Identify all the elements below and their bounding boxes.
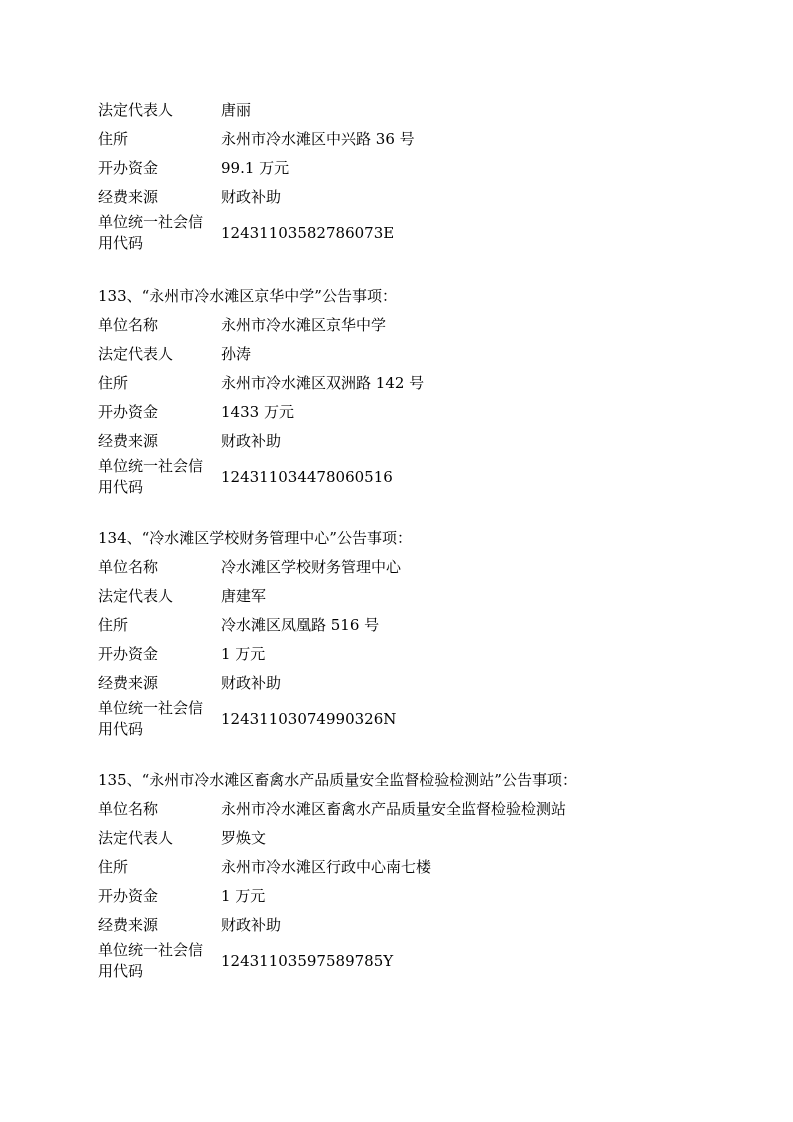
entry-block-132-continued bbox=[98, 96, 718, 254]
row-address bbox=[98, 125, 718, 154]
row-credit-code bbox=[98, 212, 718, 254]
row-funding-source bbox=[98, 427, 718, 456]
row-funding-source bbox=[98, 669, 718, 698]
row-unit-name bbox=[98, 553, 718, 582]
value-capital: 1433 万元 bbox=[221, 403, 294, 421]
value-funding-source: 财政补助 bbox=[221, 432, 282, 450]
label-legal-representative: 法定代表人 bbox=[98, 101, 174, 119]
label-funding-source: 经费来源 bbox=[98, 188, 159, 206]
value-legal-representative: 唐建军 bbox=[221, 587, 267, 605]
row-credit-code bbox=[98, 940, 718, 982]
row-legal-representative bbox=[98, 582, 718, 611]
row-capital bbox=[98, 882, 718, 911]
label-credit-code: 单位统一社会信用代码 bbox=[98, 213, 204, 252]
label-legal-representative: 法定代表人 bbox=[98, 587, 174, 605]
label-funding-source: 经费来源 bbox=[98, 432, 159, 450]
value-legal-representative: 唐丽 bbox=[221, 101, 252, 119]
label-funding-source: 经费来源 bbox=[98, 674, 159, 692]
label-capital: 开办资金 bbox=[98, 403, 159, 421]
entry-block-135 bbox=[98, 766, 718, 982]
label-address: 住所 bbox=[98, 374, 129, 392]
row-capital bbox=[98, 398, 718, 427]
value-address: 冷水滩区凤凰路 516 号 bbox=[221, 616, 380, 634]
row-capital bbox=[98, 640, 718, 669]
value-funding-source: 财政补助 bbox=[221, 188, 282, 206]
row-address bbox=[98, 369, 718, 398]
label-credit-code: 单位统一社会信用代码 bbox=[98, 941, 204, 980]
label-legal-representative: 法定代表人 bbox=[98, 345, 174, 363]
row-address bbox=[98, 853, 718, 882]
value-unit-name: 永州市冷水滩区京华中学 bbox=[221, 316, 387, 334]
row-address bbox=[98, 611, 718, 640]
label-address: 住所 bbox=[98, 858, 129, 876]
value-unit-name: 冷水滩区学校财务管理中心 bbox=[221, 558, 402, 576]
label-funding-source: 经费来源 bbox=[98, 916, 159, 934]
value-address: 永州市冷水滩区中兴路 36 号 bbox=[221, 130, 415, 148]
row-credit-code bbox=[98, 698, 718, 740]
value-unit-name: 永州市冷水滩区畜禽水产品质量安全监督检验检测站 bbox=[221, 800, 567, 818]
value-capital: 1 万元 bbox=[221, 645, 266, 663]
row-funding-source bbox=[98, 911, 718, 940]
row-capital bbox=[98, 154, 718, 183]
label-unit-name: 单位名称 bbox=[98, 316, 159, 334]
label-address: 住所 bbox=[98, 616, 129, 634]
label-capital: 开办资金 bbox=[98, 887, 159, 905]
label-credit-code: 单位统一社会信用代码 bbox=[98, 699, 204, 738]
entry-block-134 bbox=[98, 524, 718, 740]
value-funding-source: 财政补助 bbox=[221, 916, 282, 934]
value-legal-representative: 罗焕文 bbox=[221, 829, 267, 847]
row-credit-code bbox=[98, 456, 718, 498]
row-funding-source bbox=[98, 183, 718, 212]
label-capital: 开办资金 bbox=[98, 159, 159, 177]
entry-heading: 135、“永州市冷水滩区畜禽水产品质量安全监督检验检测站”公告事项： bbox=[98, 771, 577, 789]
value-legal-representative: 孙涛 bbox=[221, 345, 252, 363]
label-capital: 开办资金 bbox=[98, 645, 159, 663]
label-address: 住所 bbox=[98, 130, 129, 148]
label-unit-name: 单位名称 bbox=[98, 800, 159, 818]
entry-heading: 133、“永州市冷水滩区京华中学”公告事项： bbox=[98, 287, 397, 305]
value-capital: 1 万元 bbox=[221, 887, 266, 905]
value-credit-code: 12431103074990326N bbox=[221, 710, 397, 728]
entry-block-133 bbox=[98, 282, 718, 498]
value-credit-code: 12431103597589785Y bbox=[221, 952, 394, 970]
value-address: 永州市冷水滩区双洲路 142 号 bbox=[221, 374, 425, 392]
row-legal-representative bbox=[98, 824, 718, 853]
value-credit-code: 124311034478060516 bbox=[221, 468, 393, 486]
row-unit-name bbox=[98, 311, 718, 340]
row-legal-representative bbox=[98, 340, 718, 369]
entry-heading: 134、“冷水滩区学校财务管理中心”公告事项： bbox=[98, 529, 412, 547]
value-funding-source: 财政补助 bbox=[221, 674, 282, 692]
row-unit-name bbox=[98, 795, 718, 824]
label-unit-name: 单位名称 bbox=[98, 558, 159, 576]
label-legal-representative: 法定代表人 bbox=[98, 829, 174, 847]
value-credit-code: 12431103582786073E bbox=[221, 224, 395, 242]
label-credit-code: 单位统一社会信用代码 bbox=[98, 457, 204, 496]
value-capital: 99.1 万元 bbox=[221, 159, 290, 177]
value-address: 永州市冷水滩区行政中心南七楼 bbox=[221, 858, 432, 876]
row-legal-representative bbox=[98, 96, 718, 125]
